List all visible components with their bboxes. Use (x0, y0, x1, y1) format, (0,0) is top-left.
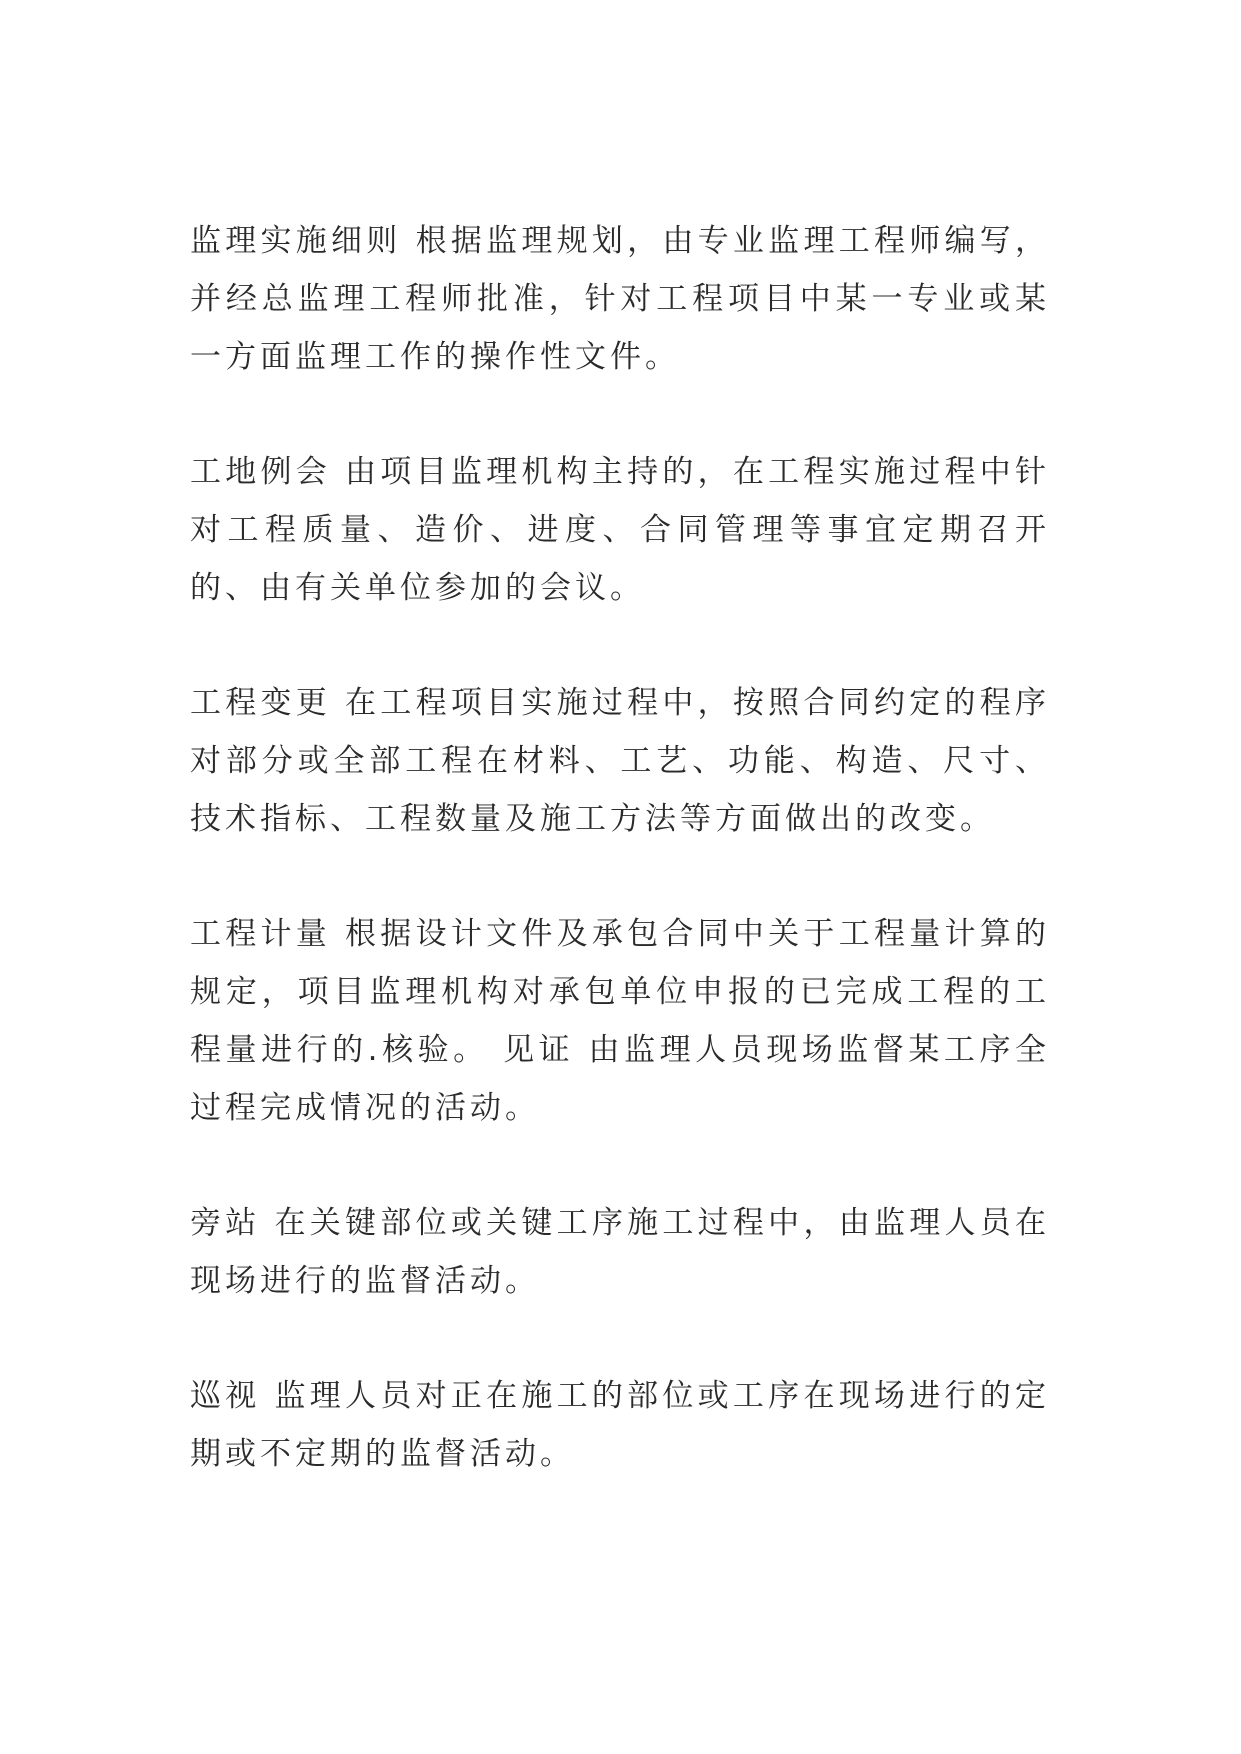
definition-paragraph (190, 212, 1050, 386)
definition-text: 根据监理规划，由专业监理工程师编写，并经总监理工程师批准，针对工程项目中某一专业或某一方面监理工作的操作性文件。 (190, 223, 1051, 375)
definition-paragraph (190, 443, 1050, 617)
definition-text: 在工程项目实施过程中，按照合同约定的程序对部分或全部工程在材料、工艺、功能、构造、尺寸、技术指标、工程数量及施工方法等方面做出的改变。 (190, 685, 1051, 837)
document-body (190, 212, 1050, 1540)
definition-term: 工地例会 (190, 454, 332, 490)
definition-paragraph (190, 1367, 1050, 1483)
definition-paragraph (190, 674, 1050, 848)
definition-term: 工程变更 (190, 685, 332, 721)
definition-term: 旁站 (190, 1205, 261, 1241)
definition-text: 监理人员对正在施工的部位或工序在现场进行的定期或不定期的监督活动。 (190, 1378, 1051, 1472)
definition-paragraph (190, 905, 1050, 1137)
definition-term: 工程计量 (190, 916, 332, 952)
definition-paragraph (190, 1194, 1050, 1310)
definition-term: 监理实施细则 (190, 223, 402, 259)
definition-text: 在关键部位或关键工序施工过程中，由监理人员在现场进行的监督活动。 (190, 1205, 1051, 1299)
definition-term: 巡视 (190, 1378, 261, 1414)
definition-text: 由项目监理机构主持的，在工程实施过程中针对工程质量、造价、进度、合同管理等事宜定期召开的、由有关单位参加的会议。 (190, 454, 1051, 606)
definition-text: 根据设计文件及承包合同中关于工程量计算的规定，项目监理机构对承包单位申报的已完成工程的工程量进行的.核验。 见证 由监理人员现场监督某工序全过程完成情况的活动。 (190, 916, 1051, 1126)
